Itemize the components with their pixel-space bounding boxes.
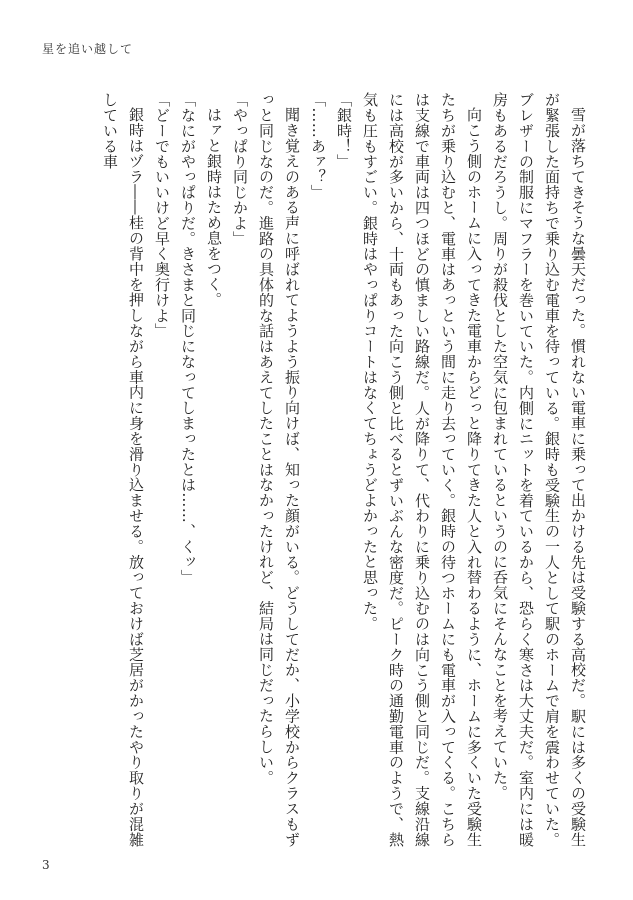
paragraph: 雪が落ちてきそうな曇天だった。慣れない電車に乗って出かける先は受験する高校だ。駅には多くの受験生が緊張した面持ちで乗り込む電車を待っている。銀時も受験生の一人として駅のホームで肩を震わせていた。ブレザーの制服にマフラーを巻いていた。内側にニットを着ているから、恐らく寒さは大丈夫だ。室内には暖房もあるだろうし。周りが殺伐とした空気に包まれているというのに呑気にそんなことを考えていた。 [491, 92, 587, 847]
dialogue-line: 「どーでもいいけど早く奥行けよ」 [153, 92, 171, 339]
dialogue-line: 「なにがやっぱりだ。きさまと同じになってしまったとは……、くッ」 [179, 92, 197, 585]
paragraph: 聞き覚えのある声に呼ばれてようよう振り向けば、知った顔がいる。どうしてだか、小学校からクラスもずっと同じなのだ。進路の具体的な話はあえてしたことはなかったけれど、結局は同じだったらしい。 [257, 92, 301, 847]
page-number: 3 [42, 858, 50, 872]
body-text [81, 92, 591, 847]
paragraph: はァと銀時はため息をつく。 [205, 107, 223, 308]
page-header-title: 星を追い越して [42, 42, 134, 56]
dialogue-line: 「……あァ？」 [309, 92, 327, 200]
paragraph: 向こう側のホームに入ってきた電車からどっと降りてきた人と入れ替わるように、ホームに多くいた受験生たちが乗り込むと、電車はあっという間に走り去っていく。銀時の待つホームにも電車が入ってくる。こちらは支線で車両は四つほどの慎ましい路線だ。人が降りて、代わりに乗り込むのは向こう側と同じだ。支線沿線には高校が多いから、十両もあった向こう側と比べるとずいぶんな密度だ。ピーク時の通勤電車のようで、熱気も圧もすごい。銀時はやっぱりコートはなくてちょうどよかったと思った。 [361, 92, 483, 847]
dialogue-line: 「銀時！」 [335, 92, 353, 169]
dialogue-line: 「やっぱり同じかよ」 [231, 92, 249, 246]
paragraph: 銀時はヅラ――桂の背中を押しながら車内に身を滑り込ませる。放っておけば芝居がかったやり取りが混雑している車 [101, 92, 145, 847]
